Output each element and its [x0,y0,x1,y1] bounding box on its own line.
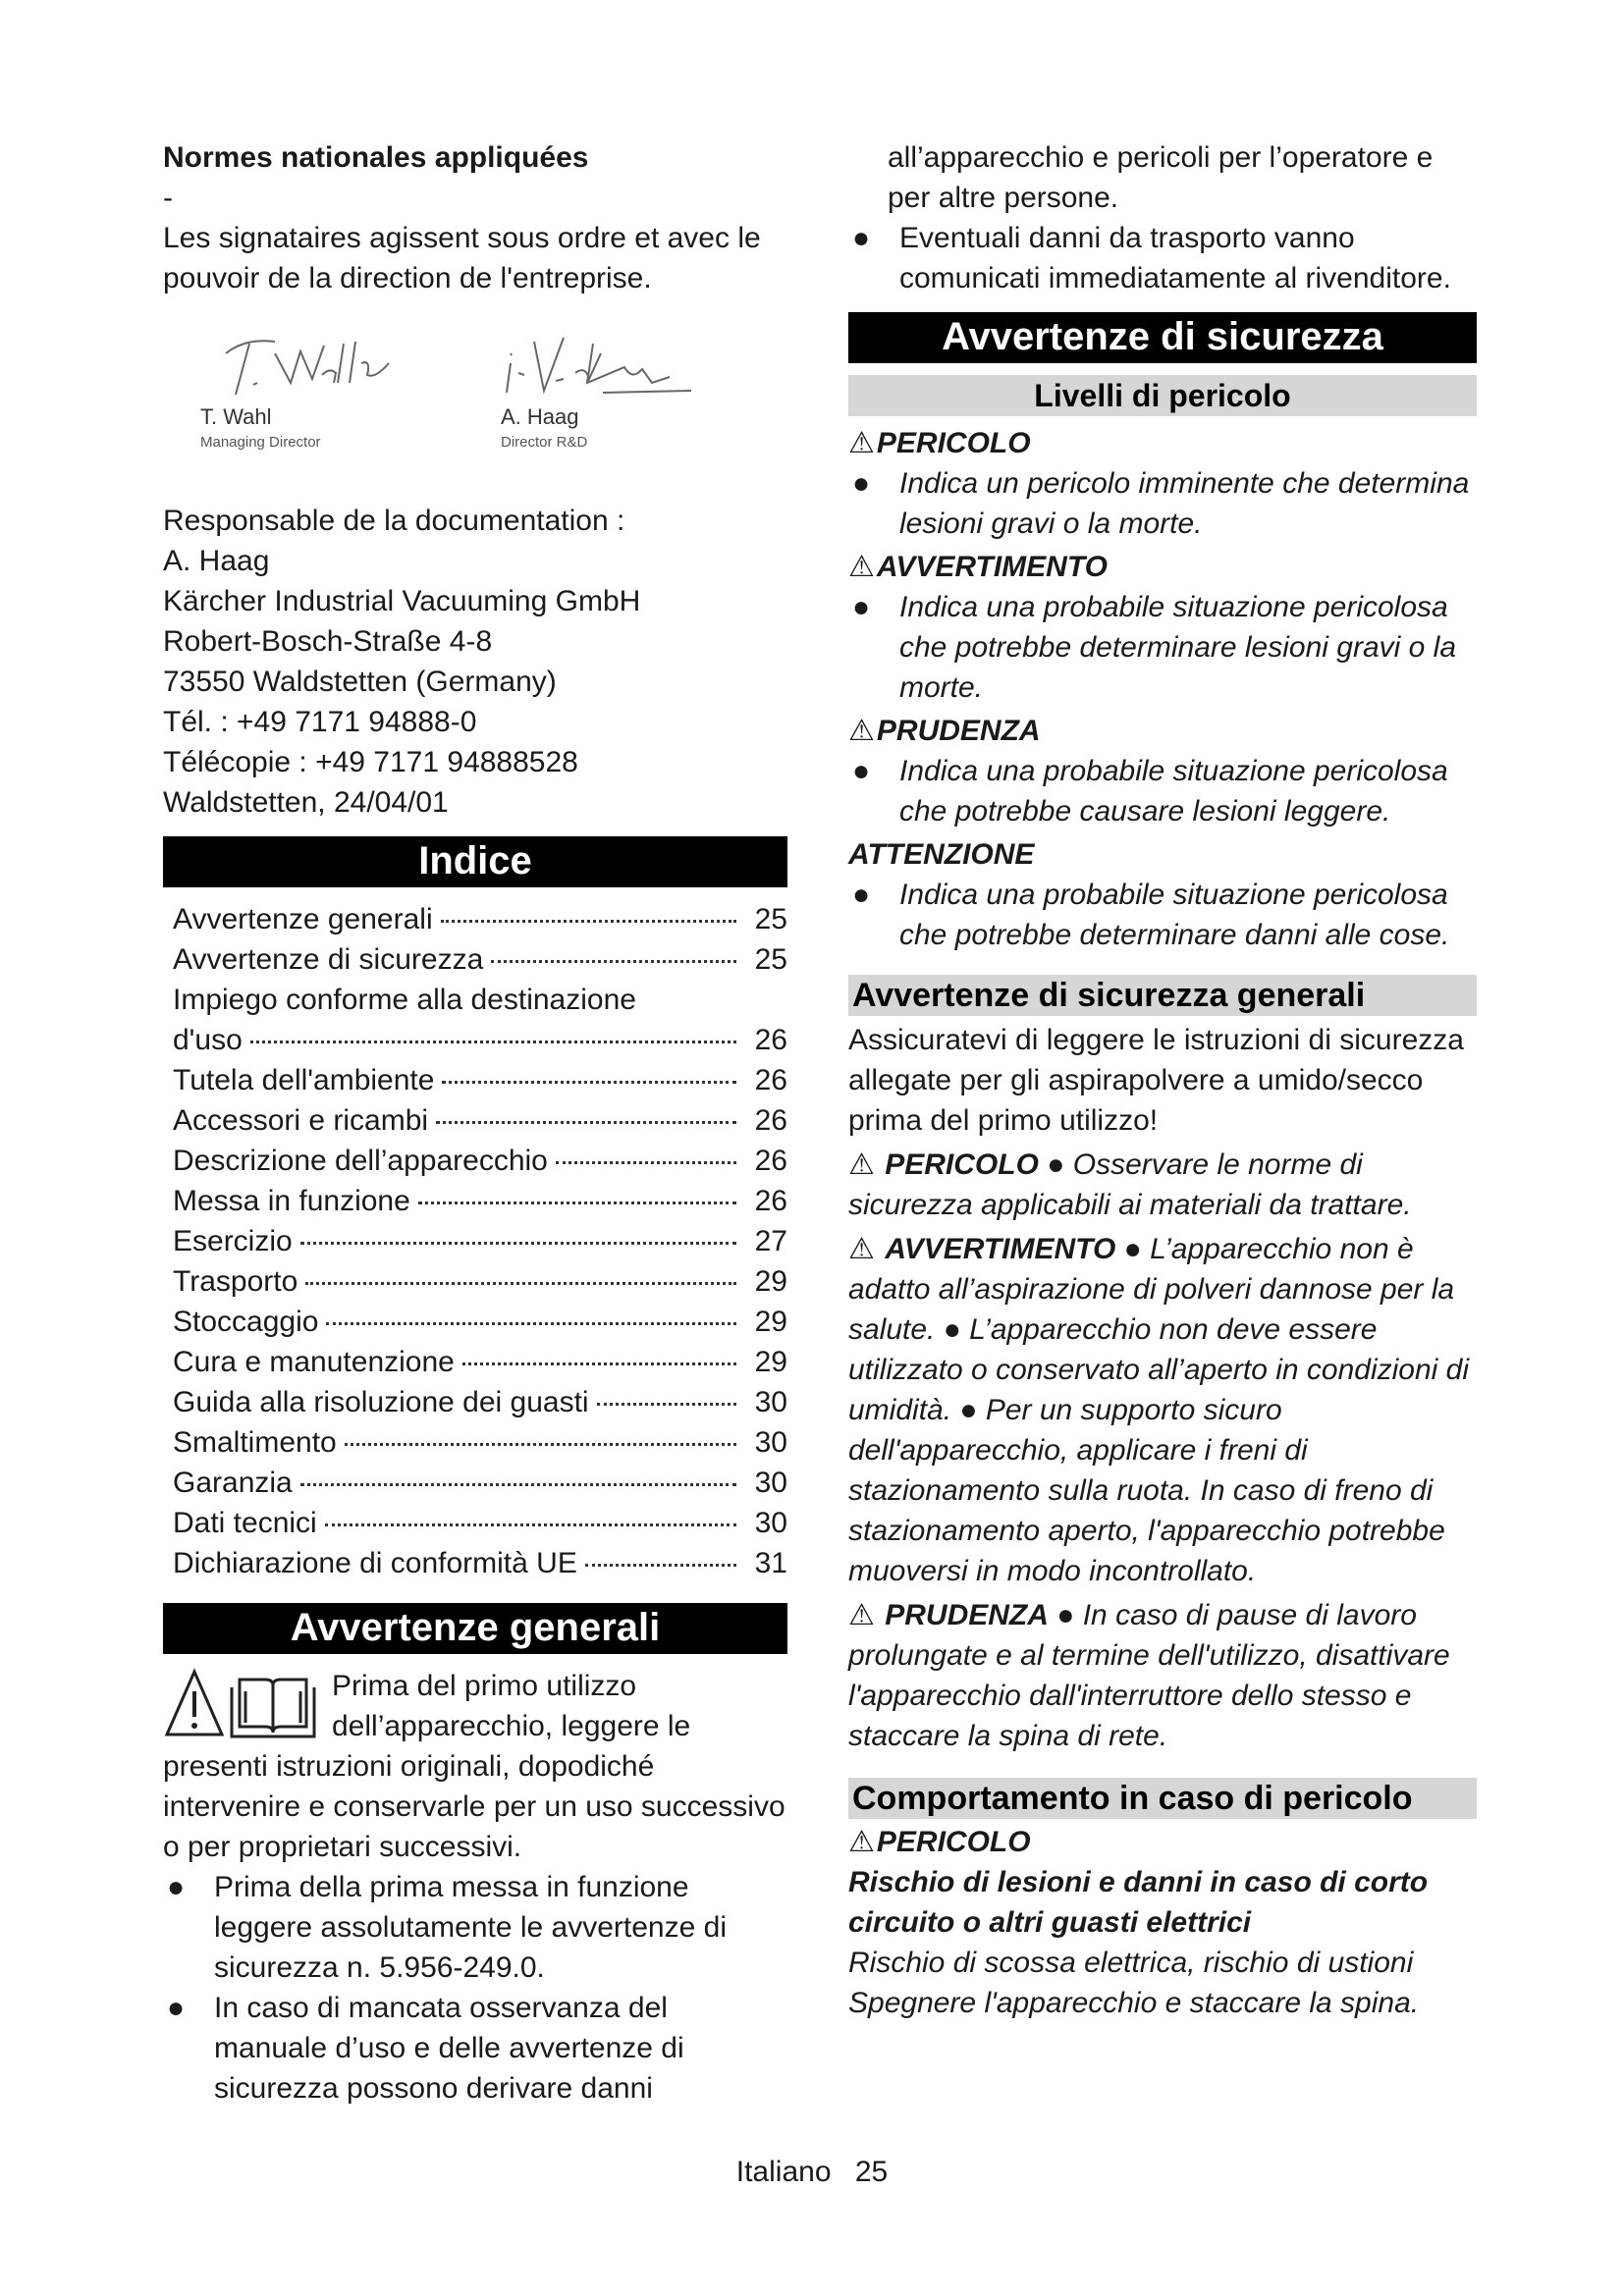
toc-entry[interactable]: Avvertenze generali 25 [173,903,787,935]
warning-triangle-icon: ⚠ [848,715,875,747]
general-safety-item: ⚠ PRUDENZA ● In caso di pause di lavoro prolungate e al termine dell'utilizzo, disattivare l'apparecchio dall'interruttore dello stesso e staccare la spina di rete. [848,1599,1450,1752]
toc-entry[interactable]: Tutela dell'ambiente 26 [173,1064,787,1096]
page-number: 25 [854,2156,889,2188]
norms-heading: Normes nationales appliquées [163,141,589,174]
right-column [848,137,1477,2023]
norms-dash: - [163,182,173,214]
signature-title-2: Director R&D [501,434,588,451]
general-warnings-heading: Avvertenze generali [163,1603,787,1654]
warning-triangle-icon: ⚠ [848,1826,875,1858]
toc-entry[interactable]: Smaltimento 30 [173,1426,787,1459]
hazard-label: ATTENZIONE [848,838,1035,871]
toc-entry[interactable]: Garanzia 30 [173,1467,787,1499]
toc-entry[interactable]: Messa in funzione 26 [173,1185,787,1217]
signature-name-2: A. Haag [501,404,579,429]
signature-title-1: Managing Director [200,434,321,451]
continued-text: all’apparecchio e pericoli per l’operatore e per altre persone. [888,141,1434,214]
toc-entry[interactable]: Dichiarazione di conformità UE 31 [173,1547,787,1579]
warning-triangle-icon: ⚠ [848,551,875,583]
responsible-block [163,501,787,823]
responsible-line: Waldstetten, 24/04/01 [163,786,449,819]
toc-entry[interactable]: Dati tecnici 30 [173,1507,787,1539]
signature-name-1: T. Wahl [200,404,272,429]
toc-entry[interactable]: Trasporto 29 [173,1265,787,1298]
warning-triangle-icon: ⚠ [848,1148,875,1181]
general-safety-item: ⚠ AVVERTIMENTO ● L’apparecchio non è adatto all’aspirazione di polveri dannose per la salute. ● L’apparecchio non deve essere utilizzato o conservato all’aperto in condizioni di umidità. ● Per un supporto sicuro dell'apparecchio, applicare i freni di stazionamento sulla ruota. In caso di freno di stazionamento aperto, l'apparecchio potrebbe muoversi in modo incontrollato. [848,1233,1470,1587]
toc-entry[interactable]: Stoccaggio 29 [173,1306,787,1338]
general-safety-intro: Assicuratevi di leggere le istruzioni di sicurezza allegate per gli aspirapolvere a umido/secco prima del primo utilizzo! [848,1024,1464,1137]
responsible-line: Robert-Bosch-Straße 4-8 [163,625,493,658]
hazard-label: ⚠PERICOLO [848,427,1031,459]
signatories-text: Les signataires agissent sous ordre et avec le pouvoir de la direction de l'entreprise. [163,222,761,294]
signature-wahl [206,324,412,402]
toc-entry[interactable]: Descrizione dell’apparecchio 26 [173,1145,787,1177]
list-item: ● Indica un pericolo imminente che determina lesioni gravi o la morte. [848,463,1477,544]
responsible-line: Tél. : +49 7171 94888-0 [163,706,477,738]
toc-entry[interactable]: Avvertenze di sicurezza 25 [173,943,787,976]
warning-triangle-icon [163,1666,332,1746]
footer-language: Italiano [735,2156,832,2188]
behaviour-risk-title: Rischio di lesioni e danni in caso di corto circuito o altri guasti elettrici [848,1866,1429,1939]
behaviour-heading: Comportamento in caso di pericolo [848,1778,1477,1819]
toc-entry[interactable]: Cura e manutenzione 29 [173,1346,787,1378]
warning-triangle-icon: ⚠ [848,427,875,459]
bullet-icon: ● [852,879,871,911]
hazard-label: ⚠PERICOLO [848,1826,1031,1858]
list-item: ● Prima della prima messa in funzione leggere assolutamente le avvertenze di sicurezza n. 5.956-249.0. [163,1867,787,1988]
read-manual-icons [163,1666,332,1746]
bullet-icon: ● [852,222,871,254]
warning-triangle-icon: ⚠ [848,1599,875,1631]
responsible-line: A. Haag [163,545,270,577]
bullet-icon: ● [852,591,871,623]
list-item: ● Eventuali danni da trasporto vanno comunicati immediatamente al rivenditore. [848,218,1477,298]
toc-entry[interactable]: Guida alla risoluzione dei guasti 30 [173,1386,787,1418]
bullet-icon: ● [852,467,871,500]
general-intro [163,1666,787,1867]
behaviour-line: Spegnere l'apparecchio e staccare la spina. [848,1987,1420,2019]
manual-book-icon [232,1680,314,1736]
list-item: ● Indica una probabile situazione pericolosa che potrebbe determinare lesioni gravi o la morte. [848,587,1477,708]
hazard-label: ⚠AVVERTIMENTO [848,551,1108,583]
responsible-line: Télécopie : +49 7171 94888528 [163,746,578,778]
list-item: ● Indica una probabile situazione pericolosa che potrebbe causare lesioni leggere. [848,751,1477,831]
responsible-line: Kärcher Industrial Vacuuming GmbH [163,585,641,617]
list-item: ● In caso di mancata osservanza del manuale d’uso e delle avvertenze di sicurezza possono derivare danni [163,1988,787,2109]
toc-entry[interactable]: Accessori e ricambi 26 [173,1104,787,1137]
left-column [163,137,787,2109]
bullet-icon: ● [852,755,871,787]
index-heading: Indice [163,836,787,887]
hazard-label: ⚠PRUDENZA [848,715,1041,747]
warning-triangle-icon: ⚠ [848,1233,875,1265]
toc-entry[interactable]: Esercizio 27 [173,1225,787,1257]
list-item: ● Indica una probabile situazione pericolosa che potrebbe determinare danni alle cose. [848,875,1477,955]
general-intro-text: Prima del primo utilizzo dell’apparecchio, leggere le presenti istruzioni originali, dopodiché intervenire e conservarle per un uso successivo o per proprietari successivi. [163,1670,785,1863]
signature-haag [495,324,691,402]
bullet-icon: ● [167,1871,186,1903]
bullet-icon: ● [167,1992,186,2024]
behaviour-line: Rischio di scossa elettrica, rischio di ustioni [848,1947,1414,1979]
responsible-line: 73550 Waldstetten (Germany) [163,666,557,698]
general-safety-heading: Avvertenze di sicurezza generali [848,975,1477,1016]
toc-entry[interactable]: Impiego conforme alla destinazione d'uso 26 [173,984,787,1056]
general-safety-item: ⚠ PERICOLO ● Osservare le norme di sicurezza applicabili ai materiali da trattare. [848,1148,1412,1221]
hazard-levels-heading: Livelli di pericolo [848,375,1477,416]
safety-heading: Avvertenze di sicurezza [848,312,1477,363]
signature-block [163,324,787,481]
table-of-contents [163,899,787,1583]
responsible-line: Responsable de la documentation : [163,505,625,537]
page-footer [0,2156,1624,2189]
